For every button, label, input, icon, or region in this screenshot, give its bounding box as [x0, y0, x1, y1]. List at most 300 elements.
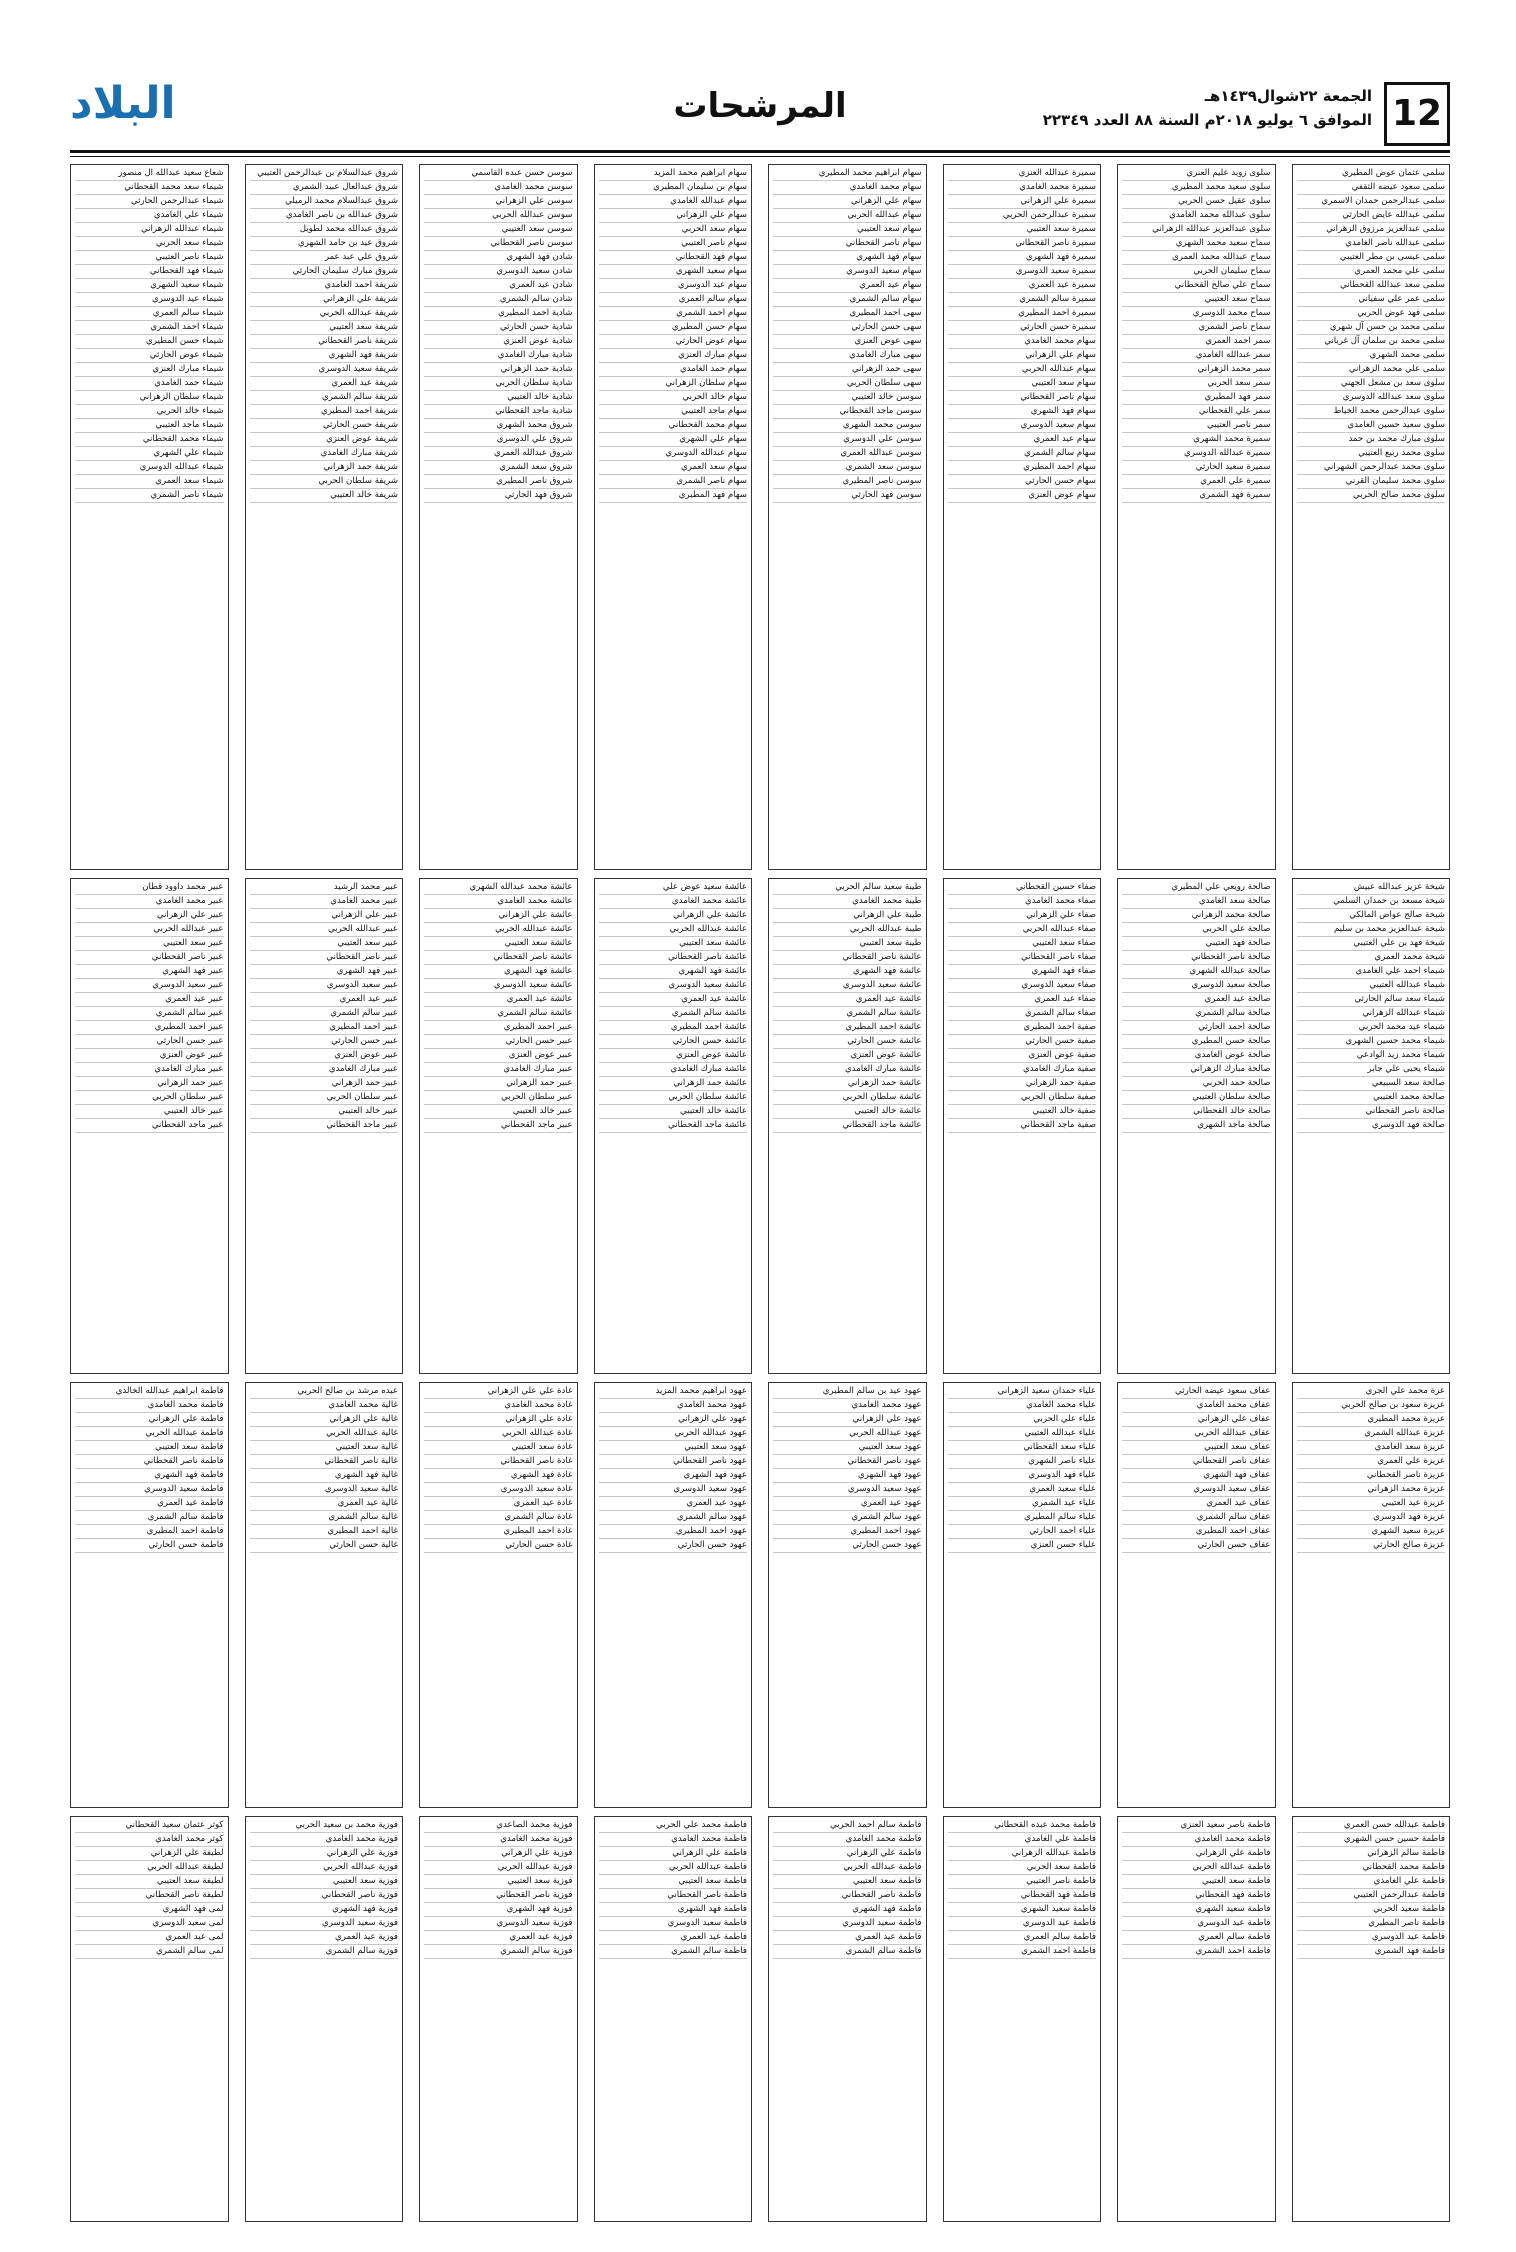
candidate-name: سلمى محمد الشهري: [1297, 349, 1446, 363]
candidate-name: عبير محمد الغامدي: [250, 895, 399, 909]
names-block: [419, 1816, 578, 2222]
candidate-name: فاطمة عيد الدوسري: [1122, 1917, 1271, 1931]
candidate-name: صالحة خالد القحطاني: [1122, 1105, 1271, 1119]
candidate-name: فاطمة محمد عبده القحطاني: [948, 1819, 1097, 1833]
candidate-name: عهود احمد المطيري: [773, 1525, 922, 1539]
candidate-name: شيماء ناصر العتيبي: [75, 251, 224, 265]
candidate-name: صفاء علي الزهراني: [948, 909, 1097, 923]
candidate-name: شادية خالد العتيبي: [424, 391, 573, 405]
candidate-name: غادة سعد العتيبي: [424, 1441, 573, 1455]
candidate-name: فاطمة احمد الشمري: [948, 1945, 1097, 1959]
candidate-name: فاطمة سعيد الدوسري: [75, 1483, 224, 1497]
candidate-name: شيخة محمد العمري: [1297, 951, 1446, 965]
candidate-name: عائشة سعيد الدوسري: [773, 979, 922, 993]
candidate-name: عفاف ناصر القحطاني: [1122, 1455, 1271, 1469]
candidate-name: فاطمة ابراهيم عبدالله الخالدي: [75, 1385, 224, 1399]
candidate-name: كوثر محمد الغامدي: [75, 1833, 224, 1847]
candidate-name: سميرة فهد الشمري: [1122, 489, 1271, 503]
candidate-name: شيماء خالد الحربي: [75, 405, 224, 419]
candidate-name: عبير ناصر القحطاني: [75, 951, 224, 965]
candidate-name: عبير سلطان الحربي: [250, 1091, 399, 1105]
names-column-8: [70, 164, 229, 2222]
candidate-name: فوزية علي الزهراني: [424, 1847, 573, 1861]
candidate-name: غالية ناصر القحطاني: [250, 1455, 399, 1469]
candidate-name: كوثر عثمان سعيد القحطاني: [75, 1819, 224, 1833]
candidate-name: صفاء حسين القحطاني: [948, 881, 1097, 895]
candidate-name: سهى مبارك الغامدي: [773, 349, 922, 363]
candidate-name: غادة علي الزهراني: [424, 1413, 573, 1427]
candidate-name: لطيفة ناصر القحطاني: [75, 1889, 224, 1903]
candidate-name: عزيزة فهد الدوسري: [1297, 1511, 1446, 1525]
candidate-name: سهام فهد الشهري: [948, 405, 1097, 419]
candidate-name: عبير عيد العمري: [75, 993, 224, 1007]
candidate-name: غادة عبدالله الحربي: [424, 1427, 573, 1441]
candidate-name: غادة علي علي الزهراني: [424, 1385, 573, 1399]
candidate-name: عبير سعد العتيبي: [75, 937, 224, 951]
candidate-name: غالية عيد العمري: [250, 1497, 399, 1511]
candidate-name: فاطمة احمد المطيري: [75, 1525, 224, 1539]
header-divider: [70, 150, 1450, 153]
candidate-name: فوزية فهد الشهري: [424, 1903, 573, 1917]
names-block: [1117, 1816, 1276, 2222]
candidate-name: فوزية محمد الغامدي: [250, 1833, 399, 1847]
candidate-name: شيماء حسن المطيري: [75, 335, 224, 349]
candidate-name: سمر ناصر العتيبي: [1122, 419, 1271, 433]
candidate-name: شريفة مبارك الغامدي: [250, 447, 399, 461]
candidate-name: فاطمة فهد الشهري: [75, 1469, 224, 1483]
names-block: [768, 1382, 927, 1808]
candidate-name: صالحة ماجد الشهري: [1122, 1119, 1271, 1133]
candidate-name: علياء محمد الغامدي: [948, 1399, 1097, 1413]
candidate-name: فاطمة سالم العمري: [948, 1931, 1097, 1945]
candidate-name: شريفة فهد الشهري: [250, 349, 399, 363]
candidate-name: صفية ماجد القحطاني: [948, 1119, 1097, 1133]
candidate-name: شريفة خالد العتيبي: [250, 489, 399, 503]
candidate-name: سلمى عمر علي سفياني: [1297, 293, 1446, 307]
candidates-grid: [70, 164, 1450, 2214]
candidate-name: شيماء حمد الغامدي: [75, 377, 224, 391]
candidate-name: سمر سعد الحربي: [1122, 377, 1271, 391]
candidate-name: سهام عيد العمري: [948, 433, 1097, 447]
candidate-name: فاطمة عيد العمري: [599, 1931, 748, 1945]
names-block: [245, 878, 404, 1374]
candidate-name: عائشة حمد الزهراني: [773, 1077, 922, 1091]
candidate-name: سميرة عبدالله العنزي: [948, 167, 1097, 181]
candidate-name: عبير عبدالله الحربي: [75, 923, 224, 937]
candidate-name: سوسن علي الدوسري: [773, 433, 922, 447]
candidate-name: شروق علي عبد عمر: [250, 251, 399, 265]
candidate-name: سميرة عيد العمري: [948, 279, 1097, 293]
candidate-name: شيماء سعد العمري: [75, 475, 224, 489]
candidate-name: عفاف حسن الحارثي: [1122, 1539, 1271, 1553]
candidate-name: عزيزة محمد الزهراني: [1297, 1483, 1446, 1497]
candidate-name: سماح سعد العتيبي: [1122, 293, 1271, 307]
candidate-name: عبير عيد العمري: [250, 993, 399, 1007]
candidate-name: شروق عيد بن حامد الشهري: [250, 237, 399, 251]
candidate-name: علياء سعد القحطاني: [948, 1441, 1097, 1455]
candidate-name: فاطمة سعد العتيبي: [1122, 1875, 1271, 1889]
candidate-name: سهام عيد العمري: [773, 279, 922, 293]
candidate-name: عائشة حمد الزهراني: [599, 1077, 748, 1091]
candidate-name: علياء احمد الحارثي: [948, 1525, 1097, 1539]
candidate-name: فاطمة محمد الغامدي: [1122, 1833, 1271, 1847]
candidate-name: عائشة احمد المطيري: [599, 1021, 748, 1035]
candidate-name: سهام فهد الشهري: [773, 251, 922, 265]
candidate-name: فاطمة سالم الشمري: [75, 1511, 224, 1525]
candidate-name: صالحة علي الحربي: [1122, 923, 1271, 937]
candidate-name: سلوى محمد سليمان القرني: [1297, 475, 1446, 489]
candidate-name: عائشة سعد العتيبي: [599, 937, 748, 951]
candidate-name: صفية حسن الحارثي: [948, 1035, 1097, 1049]
candidate-name: سميرة محمد الشهري: [1122, 433, 1271, 447]
candidate-name: غالية حسن الحارثي: [250, 1539, 399, 1553]
names-block: [419, 1382, 578, 1808]
candidate-name: عبير عوض العنزي: [75, 1049, 224, 1063]
candidate-name: سماح عبدالله محمد العمري: [1122, 251, 1271, 265]
candidate-name: شادية سلطان الحربي: [424, 377, 573, 391]
candidate-name: فاطمة سعيد الدوسري: [773, 1917, 922, 1931]
candidate-name: سهام احمد الشمري: [599, 307, 748, 321]
candidate-name: غالية احمد المطيري: [250, 1525, 399, 1539]
candidate-name: سوسن ناصر القحطاني: [424, 237, 573, 251]
candidate-name: شريفة عبدالله الحربي: [250, 307, 399, 321]
candidate-name: عهود علي الزهراني: [599, 1413, 748, 1427]
candidate-name: عهود ناصر القحطاني: [773, 1455, 922, 1469]
newspaper-logo: البلاد: [70, 78, 176, 129]
candidate-name: عهود احمد المطيري: [599, 1525, 748, 1539]
candidate-name: شريفة احمد المطيري: [250, 405, 399, 419]
candidate-name: فاطمة عبدالله الزهراني: [948, 1847, 1097, 1861]
candidate-name: فاطمة سعيد الشهري: [1122, 1903, 1271, 1917]
candidate-name: سماح علي صالح القحطاني: [1122, 279, 1271, 293]
candidate-name: صالحة سالم الشمري: [1122, 1007, 1271, 1021]
candidate-name: فاطمة سالم الشمري: [599, 1945, 748, 1959]
candidate-name: سهام سعد الحربي: [599, 223, 748, 237]
candidate-name: سماح محمد الدوسري: [1122, 307, 1271, 321]
candidate-name: سلوى سعد عبدالله الدوسري: [1297, 391, 1446, 405]
candidate-name: شيماء سعد سالم الحارثي: [1297, 993, 1446, 1007]
candidate-name: شيماء عوض الحارثي: [75, 349, 224, 363]
candidate-name: سلمى عبدالله ناصر الغامدي: [1297, 237, 1446, 251]
candidate-name: لطيفة عبدالله الحربي: [75, 1861, 224, 1875]
candidate-name: صالحة عبدالله الشهري: [1122, 965, 1271, 979]
candidate-name: شريفة احمد الغامدي: [250, 279, 399, 293]
candidate-name: علياء عبدالله العتيبي: [948, 1427, 1097, 1441]
candidate-name: عهود فهد الشهري: [599, 1469, 748, 1483]
candidate-name: عائشة ماجد القحطاني: [773, 1119, 922, 1133]
candidate-name: شريفة عوض العنزي: [250, 433, 399, 447]
candidate-name: غالية فهد الشهري: [250, 1469, 399, 1483]
candidate-name: سميرة سعد العتيبي: [948, 223, 1097, 237]
candidate-name: فاطمة علي الزهراني: [1122, 1847, 1271, 1861]
candidate-name: سهام عبدالله الغامدي: [599, 195, 748, 209]
candidate-name: طيبة سعيد سالم الحربي: [773, 881, 922, 895]
candidate-name: شيماء مبارك العنزي: [75, 363, 224, 377]
candidate-name: شيماء سالم العمري: [75, 307, 224, 321]
candidate-name: سوسن فهد الحارثي: [773, 489, 922, 503]
candidate-name: غالية محمد الغامدي: [250, 1399, 399, 1413]
candidate-name: شروق عبدالله بن ناصر الغامدي: [250, 209, 399, 223]
candidate-name: صالحة عيد العمري: [1122, 993, 1271, 1007]
candidate-name: علياء سعيد العمري: [948, 1483, 1097, 1497]
candidate-name: عبير عوض العنزي: [424, 1049, 573, 1063]
candidate-name: فوزية محمد بن سعيد الحربي: [250, 1819, 399, 1833]
candidate-name: عبير حسن الحارثي: [250, 1035, 399, 1049]
candidate-name: شريفة سالم الشمري: [250, 391, 399, 405]
candidate-name: فاطمة ناصر العتيبي: [948, 1875, 1097, 1889]
candidate-name: عائشة ناصر القحطاني: [773, 951, 922, 965]
names-block: [419, 164, 578, 870]
candidate-name: عفاف احمد المطيري: [1122, 1525, 1271, 1539]
candidate-name: فاطمة ناصر سعيد العنزي: [1122, 1819, 1271, 1833]
candidate-name: سهى حسن الحارثي: [773, 321, 922, 335]
candidate-name: سمر فهد المطيري: [1122, 391, 1271, 405]
candidate-name: فاطمة ناصر القحطاني: [773, 1889, 922, 1903]
candidate-name: فوزية عيد العمري: [424, 1931, 573, 1945]
candidate-name: شيماء عيد محمد الحربي: [1297, 1021, 1446, 1035]
names-block: [943, 164, 1102, 870]
candidate-name: شيماء محمد زيد الوادعي: [1297, 1049, 1446, 1063]
candidate-name: سهام سعد العمري: [599, 461, 748, 475]
candidate-name: صالحة مبارك الزهراني: [1122, 1063, 1271, 1077]
candidate-name: عبير ماجد القحطاني: [75, 1119, 224, 1133]
candidate-name: عائشة ماجد القحطاني: [599, 1119, 748, 1133]
candidate-name: فوزية سعد العتيبي: [424, 1875, 573, 1889]
candidate-name: سلمى عثمان عوض المطيري: [1297, 167, 1446, 181]
candidate-name: صفية حمد الزهراني: [948, 1077, 1097, 1091]
candidate-name: غالية سعد العتيبي: [250, 1441, 399, 1455]
candidate-name: صالحة احمد الحارثي: [1122, 1021, 1271, 1035]
candidate-name: فاطمة فهد القحطاني: [948, 1889, 1097, 1903]
candidate-name: عبير خالد العتيبي: [424, 1105, 573, 1119]
candidate-name: فوزية سعيد الدوسري: [424, 1917, 573, 1931]
names-column-5: [594, 164, 753, 2222]
candidate-name: فاطمة سالم الشمري: [773, 1945, 922, 1959]
candidate-name: عهود عيد بن سالم المطيري: [773, 1385, 922, 1399]
candidate-name: سهام علي الزهراني: [599, 209, 748, 223]
candidate-name: سماح ناصر الشمري: [1122, 321, 1271, 335]
candidate-name: شروق علي الدوسري: [424, 433, 573, 447]
candidate-name: عبير خالد العتيبي: [250, 1105, 399, 1119]
candidate-name: فوزية عيد العمري: [250, 1931, 399, 1945]
candidate-name: غالية سالم الشمري: [250, 1511, 399, 1525]
candidate-name: عبير سالم الشمري: [250, 1007, 399, 1021]
candidate-name: طيبة علي الزهراني: [773, 909, 922, 923]
candidate-name: عائشة سعد العتيبي: [424, 937, 573, 951]
candidate-name: عبير خالد العتيبي: [75, 1105, 224, 1119]
candidate-name: عائشة عيد العمري: [599, 993, 748, 1007]
names-block: [70, 1816, 229, 2222]
candidate-name: طيبة سعد العتيبي: [773, 937, 922, 951]
candidate-name: شروق محمد الشهري: [424, 419, 573, 433]
candidate-name: فاطمة عبدالله الحربي: [75, 1427, 224, 1441]
candidate-name: فاطمة ناصر القحطاني: [599, 1889, 748, 1903]
candidate-name: عهود ناصر القحطاني: [599, 1455, 748, 1469]
names-block: [1292, 878, 1451, 1374]
candidate-name: عائشة عبدالله الحربي: [424, 923, 573, 937]
candidate-name: سوسن ناصر المطيري: [773, 475, 922, 489]
candidate-name: عائشة سالم الشمري: [599, 1007, 748, 1021]
candidate-name: شادية حسن الحارثي: [424, 321, 573, 335]
candidate-name: سهى عوض العنزي: [773, 335, 922, 349]
candidate-name: فاطمة ناصر المطيري: [1297, 1917, 1446, 1931]
candidate-name: سهام حسن الحارثي: [948, 475, 1097, 489]
candidate-name: عهود سعد العتيبي: [599, 1441, 748, 1455]
candidate-name: سلوى محمد ربيع العتيبي: [1297, 447, 1446, 461]
names-block: [245, 164, 404, 870]
candidate-name: شريفة حمد الزهراني: [250, 461, 399, 475]
masthead: [70, 78, 1450, 148]
names-column-1: [1292, 164, 1451, 2222]
candidate-name: عبير ماجد القحطاني: [424, 1119, 573, 1133]
candidate-name: سلوى مبارك محمد بن حمد: [1297, 433, 1446, 447]
candidate-name: فاطمة محمد الغامدي: [773, 1833, 922, 1847]
candidate-name: سهام عبدالله الدوسري: [599, 447, 748, 461]
candidate-name: عبير حسن الحارثي: [424, 1035, 573, 1049]
candidate-name: عبير ماجد القحطاني: [250, 1119, 399, 1133]
candidate-name: سلمى علي محمد العمري: [1297, 265, 1446, 279]
candidate-name: شيماء عبدالله الدوسري: [75, 461, 224, 475]
candidate-name: شادية مبارك الغامدي: [424, 349, 573, 363]
candidate-name: عهود سالم الشمري: [599, 1511, 748, 1525]
candidate-name: سلمى عيسى بن مطر العتيبي: [1297, 251, 1446, 265]
names-block: [943, 1382, 1102, 1808]
candidate-name: فاطمة عبدالله الحربي: [1122, 1861, 1271, 1875]
candidate-name: عبير فهد الشهري: [250, 965, 399, 979]
candidate-name: علياء فهد الدوسري: [948, 1469, 1097, 1483]
candidate-name: عهود ابراهيم محمد المزيد: [599, 1385, 748, 1399]
candidate-name: سميرة علي الزهراني: [948, 195, 1097, 209]
candidate-name: شيماء فهد القحطاني: [75, 265, 224, 279]
candidate-name: شيماء سعيد الشهري: [75, 279, 224, 293]
candidate-name: سهام سعيد الدوسري: [948, 419, 1097, 433]
candidate-name: سميرة حسن الحارثي: [948, 321, 1097, 335]
candidate-name: سهام ماجد العتيبي: [599, 405, 748, 419]
candidate-name: سمر احمد العمري: [1122, 335, 1271, 349]
names-block: [768, 1816, 927, 2222]
candidate-name: صفاء فهد الشهري: [948, 965, 1097, 979]
candidate-name: عائشة سلطان الحربي: [599, 1091, 748, 1105]
candidate-name: عفاف عيد العمري: [1122, 1497, 1271, 1511]
candidate-name: سلوى سعيد محمد المطيري: [1122, 181, 1271, 195]
candidate-name: غادة عيد العمري: [424, 1497, 573, 1511]
candidate-name: فاطمة فهد القحطاني: [1122, 1889, 1271, 1903]
candidate-name: طيبة عبدالله الحربي: [773, 923, 922, 937]
candidate-name: عبير سلطان الحربي: [424, 1091, 573, 1105]
candidate-name: سمر محمد الزهراني: [1122, 363, 1271, 377]
candidate-name: سهام ابراهيم محمد المزيد: [599, 167, 748, 181]
candidate-name: فاطمة علي الزهراني: [75, 1413, 224, 1427]
candidate-name: شروق عبدالسلام محمد الرميلي: [250, 195, 399, 209]
candidate-name: صالحة محمد العتيبي: [1297, 1091, 1446, 1105]
candidate-name: شيماء عبدالله العتيبي: [1297, 979, 1446, 993]
candidate-name: عهود سعد العتيبي: [773, 1441, 922, 1455]
names-block: [594, 878, 753, 1374]
candidate-name: فوزية سعد العتيبي: [250, 1875, 399, 1889]
candidate-name: سهى احمد المطيري: [773, 307, 922, 321]
candidate-name: عبير مبارك الغامدي: [424, 1063, 573, 1077]
names-block: [768, 164, 927, 870]
candidate-name: صالحة ناصر القحطاني: [1122, 951, 1271, 965]
candidate-name: فاطمة سالم الزهراني: [1297, 1847, 1446, 1861]
candidate-name: شروق سعد الشمري: [424, 461, 573, 475]
candidate-name: صالحة فهد العتيبي: [1122, 937, 1271, 951]
candidate-name: سوسن سعد الشمري: [773, 461, 922, 475]
candidate-name: شروق عبدالله محمد لطويل: [250, 223, 399, 237]
candidate-name: سلوى عبدالله محمد الغامدي: [1122, 209, 1271, 223]
candidate-name: عبير ناصر القحطاني: [250, 951, 399, 965]
candidate-name: سلمى محمد بن حسن آل شهري: [1297, 321, 1446, 335]
candidate-name: علياء حسن العنزي: [948, 1539, 1097, 1553]
candidate-name: سميرة عبدالله الدوسري: [1122, 447, 1271, 461]
names-block: [768, 878, 927, 1374]
candidate-name: لمى سالم الشمري: [75, 1945, 224, 1959]
candidate-name: فاطمة عيد العمري: [75, 1497, 224, 1511]
candidate-name: فاطمة سعيد الشهري: [948, 1903, 1097, 1917]
candidate-name: سهام محمد الغامدي: [948, 335, 1097, 349]
candidate-name: فاطمة سعد العتيبي: [773, 1875, 922, 1889]
names-column-7: [245, 164, 404, 2222]
candidate-name: شريفة حسن الحارثي: [250, 419, 399, 433]
candidate-name: شروق عبدالسلام بن عبدالرحمن العتيبي: [250, 167, 399, 181]
names-block: [1117, 164, 1276, 870]
candidate-name: سميرة سعيد الدوسري: [948, 265, 1097, 279]
candidate-name: عفاف فهد الشهري: [1122, 1469, 1271, 1483]
candidate-name: عهود حسن الحارثي: [773, 1539, 922, 1553]
candidate-name: فاطمة سعد الحربي: [948, 1861, 1097, 1875]
names-block: [594, 164, 753, 870]
candidate-name: شريفة علي الزهراني: [250, 293, 399, 307]
candidate-name: سلمى علي محمد الزهراني: [1297, 363, 1446, 377]
candidate-name: عائشة احمد المطيري: [773, 1021, 922, 1035]
candidate-name: لطيفة علي الزهراني: [75, 1847, 224, 1861]
candidate-name: شيماء احمد علي الغامدي: [1297, 965, 1446, 979]
candidate-name: غالية علي الزهراني: [250, 1413, 399, 1427]
candidate-name: عزيزة عيد العتيبي: [1297, 1497, 1446, 1511]
candidate-name: سهام سعيد الشهري: [599, 265, 748, 279]
names-block: [1292, 164, 1451, 870]
candidate-name: عفاف سعيد الدوسري: [1122, 1483, 1271, 1497]
candidate-name: عائشة عيد العمري: [424, 993, 573, 1007]
candidate-name: صفية احمد المطيري: [948, 1021, 1097, 1035]
candidate-name: سهام علي الزهراني: [773, 195, 922, 209]
candidate-name: شيماء علي الشهري: [75, 447, 224, 461]
candidate-name: صالحة عوض الغامدي: [1122, 1049, 1271, 1063]
candidate-name: سهام احمد المطيري: [948, 461, 1097, 475]
candidate-name: شيخة عزيز عبدالله عبيش: [1297, 881, 1446, 895]
candidate-name: صفاء ناصر القحطاني: [948, 951, 1097, 965]
candidate-name: عزيزة سعيد الشهري: [1297, 1525, 1446, 1539]
candidate-name: صفاء سالم الشمري: [948, 1007, 1097, 1021]
candidate-name: عائشة ناصر القحطاني: [599, 951, 748, 965]
candidate-name: شريفة سعد العتيبي: [250, 321, 399, 335]
candidate-name: عزيزة سعود بن صالح الحربي: [1297, 1399, 1446, 1413]
candidate-name: فوزية علي الزهراني: [250, 1847, 399, 1861]
candidate-name: صالحة ناصر القحطاني: [1297, 1105, 1446, 1119]
candidate-name: شيخة مسعد بن حمدان السلمي: [1297, 895, 1446, 909]
candidate-name: غادة حسن الحارثي: [424, 1539, 573, 1553]
candidate-name: عبير حمد الزهراني: [424, 1077, 573, 1091]
candidate-name: شروق ناصر المطيري: [424, 475, 573, 489]
candidate-name: فاطمة محمد القحطاني: [1297, 1861, 1446, 1875]
candidate-name: عائشة عيد العمري: [773, 993, 922, 1007]
candidate-name: شريفة سلطان الحربي: [250, 475, 399, 489]
candidate-name: عائشة علي الزهراني: [599, 909, 748, 923]
candidate-name: فاطمة علي الغامدي: [948, 1833, 1097, 1847]
candidate-name: سهام حمد الغامدي: [599, 363, 748, 377]
candidate-name: شيماء عيد الدوسري: [75, 293, 224, 307]
candidate-name: صفية مبارك الغامدي: [948, 1063, 1097, 1077]
